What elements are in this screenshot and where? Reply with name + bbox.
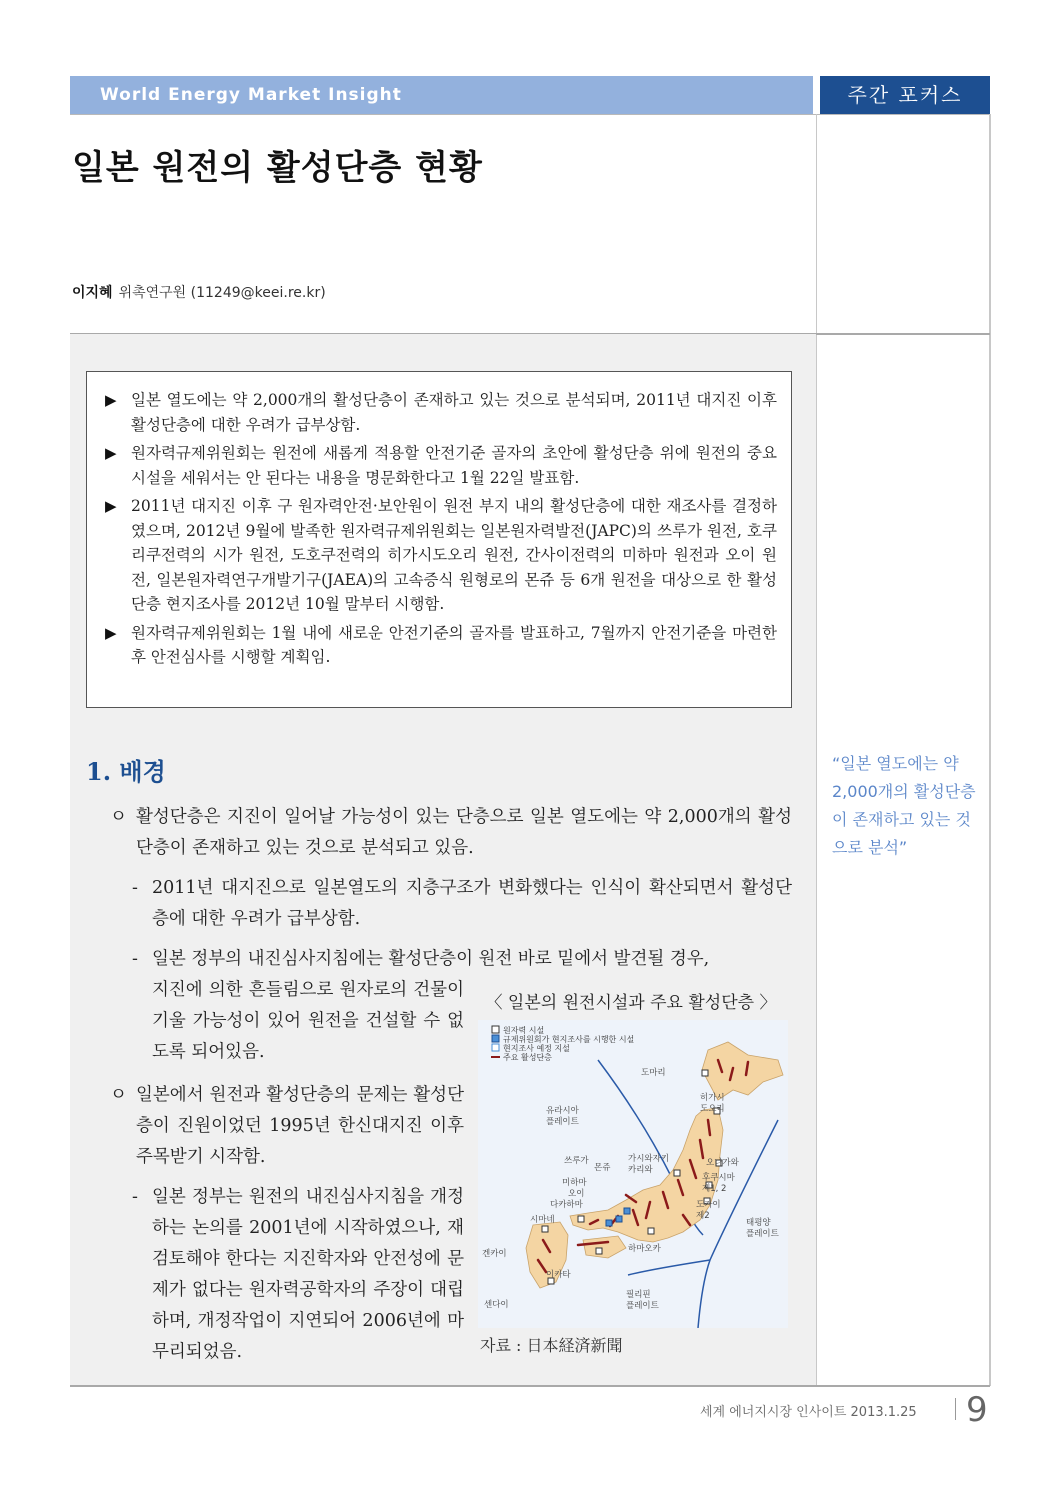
svg-text:카리와: 카리와	[628, 1165, 653, 1175]
body-subparagraph: - 2011년 대지진으로 일본열도의 지층구조가 변화했다는 인식이 확산되면서 활성단층에 대한 우려가 급부상함.	[152, 873, 792, 935]
svg-text:주요 활성단층: 주요 활성단층	[503, 1053, 552, 1062]
page-number: 9	[966, 1390, 988, 1430]
svg-text:현지조사 예정 지설: 현지조사 예정 지설	[503, 1044, 570, 1053]
figure-caption: 〈 일본의 원전시설과 주요 활성단층 〉	[485, 993, 777, 1013]
figure-source: 자료 : 日本経済新聞	[480, 1336, 623, 1355]
dash-bullet-icon: -	[132, 949, 138, 969]
svg-text:제2: 제2	[696, 1211, 710, 1221]
svg-text:후쿠시마: 후쿠시마	[702, 1173, 735, 1183]
svg-text:몬쥬: 몬쥬	[594, 1163, 611, 1173]
svg-text:오이: 오이	[568, 1189, 585, 1199]
svg-text:도마리: 도마리	[641, 1068, 666, 1078]
sidebar-rule-right	[989, 114, 991, 1386]
header-weekly-focus: 주간 포커스	[820, 76, 990, 114]
svg-text:도오리: 도오리	[700, 1104, 725, 1114]
svg-text:태평양: 태평양	[746, 1218, 771, 1228]
body-paragraph: ㅇ 활성단층은 지진이 일어날 가능성이 있는 단층으로 일본 열도에는 약 2,000개의 활성단층이 존재하고 있는 것으로 분석되고 있음.	[136, 802, 792, 864]
header-divider	[70, 114, 990, 115]
bottom-separator	[70, 1385, 990, 1387]
sidebar-rule-left	[816, 114, 817, 1386]
svg-text:시마네: 시마네	[530, 1215, 555, 1225]
pull-quote: “일본 열도에는 약 2,000개의 활성단층이 존재하고 있는 것으로 분석”	[832, 754, 976, 857]
summary-box	[86, 371, 792, 708]
triangle-bullet-icon: ▶	[105, 623, 117, 642]
dash-bullet-icon: -	[132, 1187, 138, 1207]
author-affiliation: 위촉연구원 (11249@keei.re.kr)	[118, 285, 326, 301]
svg-text:하마오카: 하마오카	[628, 1244, 661, 1254]
svg-text:도카이: 도카이	[696, 1200, 721, 1210]
page-title: 일본 원전의 활성단층 현황	[72, 148, 483, 188]
body-paragraph: ㅇ 일본에서 원전과 활성단층의 문제는 활성단층이 진원이었던 1995년 한신대지진 이후 주목받기 시작함.	[136, 1080, 464, 1173]
svg-text:제1, 2: 제1, 2	[702, 1184, 727, 1194]
body-subparagraph: - 일본 정부는 원전의 내진심사지침을 개정하는 논의를 2001년에 시작하였으나, 재검토해야 한다는 지진학자와 안전성에 문제가 없다는 원자력공학자의 주장이 대립하며, 개정작업이 지연되어 2006년에 마무리되었음.	[152, 1182, 464, 1368]
svg-text:가시와자키: 가시와자키	[628, 1154, 670, 1164]
triangle-bullet-icon: ▶	[105, 391, 117, 409]
svg-text:필리핀: 필리핀	[626, 1290, 651, 1300]
summary-item: ▶ 원자력규제위원회는 원전에 새롭게 적용할 안전기준 골자의 초안에 활성단층 위에 원전의 중요시설을 세워서는 안 된다는 내용을 명문화한다고 1월 22일 발표함.	[105, 441, 777, 490]
svg-text:미하마: 미하마	[562, 1178, 587, 1188]
svg-text:센다이: 센다이	[484, 1300, 509, 1310]
summary-item: ▶ 2011년 대지진 이후 구 원자력안전·보안원이 원전 부지 내의 활성단층에 대한 재조사를 결정하였으며, 2012년 9월에 발족한 원자력규제위원회는 일본원자력발전(JAPC)의 쓰루가 원전, 호쿠리쿠전력의 시가 원전, 도호쿠전력의 히가시도오리 원전, 간사이전력의 미하마 원전과 오이 원전, 일본원자력연구개발기구(JAEA)의 고속증식 원형로의 몬쥬 등 6개 원전을 대상으로 한 활성단층 현지조사를 2012년 10월 말부터 시행함.	[105, 494, 777, 617]
author-name: 이지혜	[72, 285, 113, 301]
header-left-label: World Energy Market Insight	[100, 85, 402, 105]
svg-text:플레이트: 플레이트	[626, 1301, 659, 1311]
svg-text:규제위원회가 현지조사를 시행한 시설: 규제위원회가 현지조사를 시행한 시설	[503, 1035, 635, 1044]
summary-item: ▶ 일본 열도에는 약 2,000개의 활성단층이 존재하고 있는 것으로 분석되며, 2011년 대지진 이후 활성단층에 대한 우려가 급부상함.	[105, 388, 777, 437]
header-band	[70, 76, 813, 114]
triangle-bullet-icon: ▶	[105, 444, 117, 462]
body-subparagraph: - 일본 정부의 내진심사지침에는 활성단층이 원전 바로 밑에서 발견될 경우,	[152, 944, 792, 975]
circle-bullet-icon: ㅇ	[110, 1085, 127, 1105]
author-line	[72, 282, 326, 302]
circle-bullet-icon: ㅇ	[110, 807, 127, 827]
footer-publication: 세계 에너지시장 인사이트 2013.1.25	[700, 1405, 917, 1420]
svg-text:히가시: 히가시	[700, 1093, 725, 1103]
svg-text:유라시아: 유라시아	[546, 1106, 579, 1116]
svg-text:쓰루가: 쓰루가	[564, 1156, 589, 1166]
japan-nuclear-fault-map	[478, 1020, 788, 1328]
body-subparagraph-continued: 지진에 의한 흔들림으로 원자로의 건물이 기울 가능성이 있어 원전을 건설할 수 없도록 되어있음.	[152, 980, 464, 1062]
svg-text:플레이트: 플레이트	[546, 1117, 579, 1127]
summary-item: ▶ 원자력규제위원회는 1월 내에 새로운 안전기준의 골자를 발표하고, 7월까지 안전기준을 마련한 후 안전심사를 시행할 계획임.	[105, 621, 777, 670]
triangle-bullet-icon: ▶	[105, 497, 117, 515]
svg-text:플레이트: 플레이트	[746, 1229, 779, 1239]
section-heading: 1. 배경	[86, 757, 166, 786]
svg-text:원자력 시설: 원자력 시설	[503, 1026, 545, 1035]
footer-divider	[955, 1398, 956, 1420]
svg-text:오나가와: 오나가와	[706, 1158, 739, 1168]
svg-text:이카타: 이카타	[546, 1270, 571, 1280]
svg-text:다카하마: 다카하마	[550, 1200, 583, 1210]
dash-bullet-icon: -	[132, 878, 138, 898]
svg-text:겐카이: 겐카이	[482, 1249, 507, 1259]
